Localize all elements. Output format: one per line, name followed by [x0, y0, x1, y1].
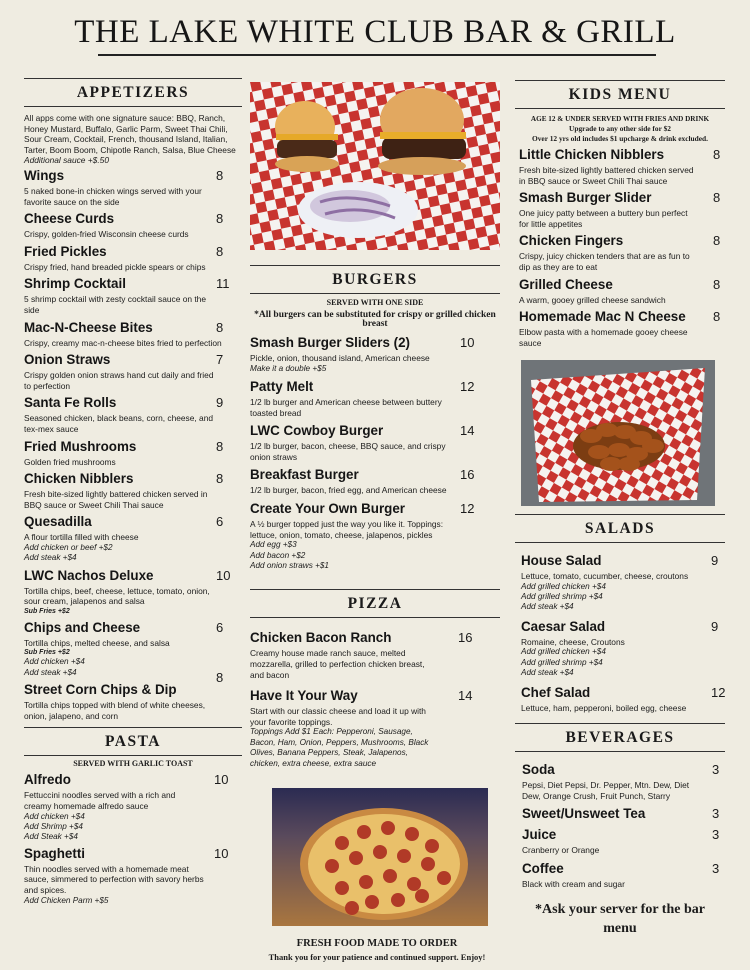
pizza-header [250, 589, 500, 618]
menu-item-add-on: Add bacon +$2 [250, 550, 306, 560]
menu-item [250, 467, 500, 496]
menu-item-description: One juicy patty between a buttery bun perfect for little appetites [519, 208, 688, 229]
menu-item-name: Street Corn Chips & Dip [24, 682, 177, 698]
beverages-list [522, 762, 725, 889]
menu-item-add-on: Add Steak +$4 [24, 832, 78, 842]
menu-item [24, 568, 242, 616]
menu-item-price: 10 [460, 335, 475, 350]
menu-item [24, 471, 242, 510]
menu-item-description: 1/2 lb burger and American cheese between buttery toasted bread [250, 397, 442, 418]
appetizers-heading: APPETIZERS [76, 84, 190, 101]
menu-item-name: Chef Salad [521, 684, 591, 700]
menu-item-name: Smash Burger Sliders (2) [250, 335, 410, 350]
burgers-section [250, 265, 500, 769]
burgers-subheading: SERVED WITH ONE SIDE [326, 298, 424, 307]
kids-heading: KIDS MENU [568, 86, 672, 103]
menu-item-add-on: Add steak +$4 [24, 667, 77, 677]
menu-item-price: 8 [216, 243, 224, 259]
menu-item-description: 5 naked bone-in chicken wings served with your favorite sauce on the side [24, 185, 202, 207]
beverages-header [515, 723, 725, 752]
menu-item [24, 514, 242, 563]
menu-item [250, 630, 500, 680]
menu-item-name: Fried Pickles [24, 243, 107, 259]
appetizers-header [24, 78, 242, 107]
menu-item-name: House Salad [521, 553, 602, 568]
kids-upgrade-note: Upgrade to any other side for $2 [569, 124, 671, 133]
menu-item-sub-option: Sub Fries +$2 [24, 607, 70, 615]
menu-item-price: 3 [712, 827, 720, 843]
menu-item-price: 16 [460, 467, 475, 483]
menu-item [522, 806, 725, 822]
menu-item [250, 423, 500, 462]
menu-item-sub-option: Sub Fries +$2 [24, 649, 70, 657]
menu-item-description: 1/2 lb burger, bacon, cheese, BBQ sauce, and crispy onion straws [250, 441, 446, 462]
menu-item-description: Tortilla chips topped with blend of white cheeses, onion, jalapeno, and corn [24, 700, 206, 721]
menu-item-description: Thin noodles served with a homemade meat sauce, simmered to perfection with savory herbs and spices. [24, 863, 204, 896]
appetizers-intro [24, 113, 242, 166]
menu-item-price: 8 [713, 309, 721, 325]
menu-item [24, 168, 242, 207]
appetizers-sauce-add: Additional sauce +$.50 [24, 155, 109, 166]
menu-item-add-on: Add steak +$4 [24, 553, 77, 563]
menu-item-price: 8 [216, 471, 224, 487]
menu-item [24, 846, 242, 906]
menu-item-add-on: Add steak +$4 [521, 602, 574, 612]
salads-section [515, 514, 725, 938]
menu-item [522, 827, 725, 856]
menu-item-description: A ½ burger topped just the way you like it. Toppings: lettuce, onion, tomato, cheese, jalapenos, pickles [250, 518, 444, 540]
menu-item-price: 10 [214, 772, 229, 788]
menu-item [522, 762, 725, 801]
menu-item [521, 553, 725, 613]
menu-item-add-on: Add chicken +$4 [24, 811, 85, 821]
menu-item-description: Crispy, juicy chicken tenders that are as fun to dip as they are to eat [519, 251, 690, 272]
menu-item [522, 861, 725, 890]
menu-item [519, 233, 725, 272]
menu-item-name: Little Chicken Nibblers [519, 147, 665, 162]
menu-item-price: 6 [216, 619, 224, 635]
menu-item [24, 620, 242, 678]
menu-item-name: Quesadilla [24, 514, 92, 530]
menu-item-price: 16 [458, 630, 473, 646]
menu-item-description: Crispy, creamy mac-n-cheese bites fried to perfection [24, 337, 222, 348]
menu-item-add-on: Make it a double +$5 [250, 363, 327, 373]
menu-item-description: Tortilla chips, melted cheese, and salsa [24, 637, 170, 648]
menu-item-add-on: Add Chicken Parm +$5 [24, 895, 109, 905]
menu-item-name: Grilled Cheese [519, 276, 613, 292]
menu-item-description: Black with cream and sugar [522, 879, 625, 889]
menu-item-name: Homemade Mac N Cheese [519, 309, 686, 325]
menu-item-price: 8 [216, 670, 224, 686]
salads-header [515, 514, 725, 543]
menu-item [521, 685, 725, 714]
menu-item [250, 688, 500, 769]
menu-item-name: Breakfast Burger [250, 467, 359, 483]
menu-item [519, 309, 725, 348]
salads-list [521, 553, 725, 713]
burger-list [250, 335, 500, 571]
menu-item [24, 439, 242, 468]
menu-item [24, 772, 242, 842]
menu-item-description: Crispy, golden-fried Wisconsin cheese curds [24, 229, 189, 240]
menu-item-name: Sweet/Unsweet Tea [522, 806, 646, 822]
menu-item-name: Shrimp Cocktail [24, 276, 126, 292]
menu-item-name: Chips and Cheese [24, 619, 141, 635]
burgers-heading: BURGERS [332, 271, 418, 288]
menu-item-price: 14 [458, 688, 473, 704]
menu-item-name: Smash Burger Slider [519, 190, 652, 206]
menu-item-price: 9 [711, 618, 719, 634]
menu-item-price: 10 [216, 567, 231, 583]
menu-item-price: 8 [713, 276, 721, 292]
menu-item-description: 5 shrimp cocktail with zesty cocktail sauce on the side [24, 294, 207, 315]
menu-item-description: Lettuce, tomato, cucumber, cheese, croutons [521, 571, 689, 581]
menu-item-price: 12 [460, 500, 475, 516]
menu-item-name: Create Your Own Burger [250, 500, 406, 516]
menu-item-name: LWC Nachos Deluxe [24, 567, 154, 583]
slider-burger-photo [250, 82, 500, 250]
footer-fresh-food: FRESH FOOD MADE TO ORDER [296, 938, 458, 949]
menu-item-price: 8 [216, 438, 224, 454]
menu-item-add-on: Add chicken or beef +$2 [24, 542, 113, 552]
bar-menu-note: *Ask your server for the bar menu [535, 901, 705, 936]
menu-item [250, 501, 500, 571]
menu-item-name: Wings [24, 167, 65, 183]
menu-item [250, 335, 500, 374]
menu-item [519, 277, 725, 306]
menu-item [24, 352, 242, 391]
menu-item-price: 3 [712, 861, 720, 876]
menu-item-name: Alfredo [24, 772, 71, 788]
menu-item [521, 619, 725, 679]
menu-item-description: Tortilla chips, beef, cheese, lettuce, tomato, onion, sour cream, jalapenos and salsa [24, 585, 210, 607]
pepperoni-pizza-photo [272, 788, 488, 926]
menu-item-description: Seasoned chicken, black beans, corn, cheese, and tex-mex sauce [24, 413, 214, 434]
menu-item-name: Fried Mushrooms [24, 438, 137, 454]
menu-item-description: Fresh bite-sized lightly battered chicken served in BBQ sauce or Sweet Chili Thai sauce [24, 489, 208, 510]
menu-item-description: Creamy house made ranch sauce, melted mozzarella, grilled to perfection chicken breast, and bacon [250, 648, 425, 680]
menu-item-name: Mac-N-Cheese Bites [24, 319, 153, 335]
burgers-substitution-note: *All burgers can be substituted for crispy or grilled chicken breast [254, 310, 496, 329]
menu-item-description: Golden fried mushrooms [24, 456, 116, 467]
menu-item-description: Pepsi, Diet Pepsi, Dr. Pepper, Mtn. Dew, Diet Dew, Orange Crush, Fruit Punch, Starry [522, 780, 690, 801]
title-underline [98, 54, 656, 56]
salads-heading: SALADS [584, 520, 656, 537]
menu-item [24, 276, 242, 315]
kids-header [515, 80, 725, 109]
menu-item [250, 379, 500, 418]
kids-upcharge-note: Over 12 yrs old includes $1 upcharge & drink excluded. [531, 134, 709, 143]
pasta-list [24, 772, 242, 906]
menu-item-name: Caesar Salad [521, 618, 606, 634]
menu-item-price: 8 [216, 167, 224, 183]
menu-item [24, 320, 242, 349]
menu-item-name: Juice [522, 827, 557, 843]
burgers-header [250, 265, 500, 294]
footer-thank-you: Thank you for your patience and continued support. Enjoy! [268, 952, 486, 962]
pasta-header [24, 727, 242, 756]
appetizers-sauce-list: All apps come with one signature sauce: BBQ, Ranch, Honey Mustard, Buffalo, Garlic Parm, Sweet Thai Chili, Sour Cream, Cocktail, French, thousand Island, Italian, Tarter, Boom Boom, Chipotle Ranch, Salsa, Blue Cheese [24, 113, 236, 155]
menu-item-name: Santa Fe Rolls [24, 395, 117, 411]
menu-item-price: 3 [712, 762, 720, 778]
menu-item-price: 7 [216, 352, 224, 368]
menu-item-price: 12 [460, 379, 475, 394]
pasta-subheading: SERVED WITH GARLIC TOAST [73, 759, 193, 769]
menu-item [24, 244, 242, 273]
menu-item-add-on: Add chicken +$4 [24, 657, 85, 667]
menu-item-price: 8 [216, 319, 224, 335]
menu-item-description: Cranberry or Orange [522, 845, 600, 856]
appetizer-list [24, 168, 242, 722]
menu-item-description: Romaine, cheese, Croutons [521, 636, 625, 647]
right-column [515, 80, 726, 936]
menu-title: THE LAKE WHITE CLUB BAR & GRILL [74, 14, 676, 50]
menu-item-description: Fresh bite-sized lightly battered chicken served in BBQ sauce or Sweet Chili Thai sauce [519, 165, 694, 186]
menu-item-price: 12 [711, 684, 726, 700]
menu-item [24, 395, 242, 434]
menu-item-add-on: Add grilled shrimp +$4 [521, 592, 603, 601]
menu-item-add-on: Add onion straws +$1 [250, 560, 329, 570]
menu-item-description: Pickle, onion, thousand island, American cheese [250, 353, 430, 363]
menu-item-price: 3 [712, 806, 720, 822]
menu-item-price: 6 [216, 514, 224, 530]
menu-item-description: Crispy golden onion straws hand cut daily and fried to perfection [24, 370, 214, 391]
menu-item-name: Have It Your Way [250, 688, 358, 704]
menu-item-name: LWC Cowboy Burger [250, 423, 384, 439]
menu-item-price: 8 [713, 233, 721, 249]
kids-age-note: AGE 12 & UNDER SERVED WITH FRIES AND DRINK [530, 115, 710, 123]
menu-item-add-on: Add Shrimp +$4 [24, 822, 83, 832]
beverages-heading: BEVERAGES [565, 729, 675, 747]
menu-item-add-on: Add egg +$3 [250, 540, 297, 550]
menu-item-name: Patty Melt [250, 379, 314, 394]
menu-item-name: Chicken Nibblers [24, 471, 134, 487]
menu-item-price: 9 [216, 395, 224, 411]
menu-item-add-on: Add grilled shrimp +$4 [521, 657, 603, 667]
menu-item-price: 14 [460, 423, 475, 439]
kids-list [519, 147, 725, 348]
menu-item-description: Elbow pasta with a homemade gooey cheese sauce [519, 327, 688, 348]
menu-item-price: 8 [216, 211, 224, 227]
menu-item-price: 8 [713, 190, 721, 206]
menu-item-price: 8 [713, 147, 721, 162]
menu-item [519, 190, 725, 229]
menu-item-name: Chicken Bacon Ranch [250, 630, 392, 646]
menu-item-add-on: Add grilled chicken +$4 [521, 581, 606, 591]
pizza-heading: PIZZA [347, 595, 403, 613]
menu-item-description: A warm, gooey grilled cheese sandwich [519, 294, 666, 305]
menu-item-add-on: Add steak +$4 [521, 668, 574, 678]
menu-item-description: Start with our classic cheese and load it up with your favorite toppings. [250, 706, 426, 727]
menu-item-name: Soda [522, 762, 555, 778]
menu-item-description: Fettuccini noodles served with a rich and creamy homemade alfredo sauce [24, 790, 176, 812]
pizza-list [250, 630, 500, 769]
menu-item-price: 10 [214, 845, 229, 861]
menu-item [24, 211, 242, 240]
menu-item-price: 11 [216, 276, 230, 292]
menu-item-name: Spaghetti [24, 845, 86, 861]
menu-item-description: 1/2 lb burger, bacon, fried egg, and American cheese [250, 485, 447, 496]
menu-item-description: Crispy fried, hand breaded pickle spears or chips [24, 261, 206, 272]
menu-item-name: Onion Straws [24, 352, 111, 368]
menu-item [519, 147, 725, 186]
menu-item-name: Chicken Fingers [519, 233, 624, 249]
menu-item-description: A flour tortilla filled with cheese [24, 532, 139, 543]
menu-item-add-on: Add grilled chicken +$4 [521, 647, 606, 657]
pasta-heading: PASTA [104, 733, 161, 751]
menu-item-name: Cheese Curds [24, 211, 115, 227]
menu-item-price: 9 [711, 553, 719, 568]
menu-item-description: Lettuce, ham, pepperoni, boiled egg, cheese [521, 702, 687, 713]
left-column [24, 78, 242, 906]
menu-item-name: Coffee [522, 861, 564, 876]
boneless-wings-photo [521, 360, 715, 506]
menu-item-toppings: Toppings Add $1 Each: Pepperoni, Sausage, Bacon, Ham, Onion, Peppers, Mushrooms, Black Olives, Banana Peppers, Steak, Jalapenos, chicken, extra cheese, extra sauce [250, 727, 429, 768]
